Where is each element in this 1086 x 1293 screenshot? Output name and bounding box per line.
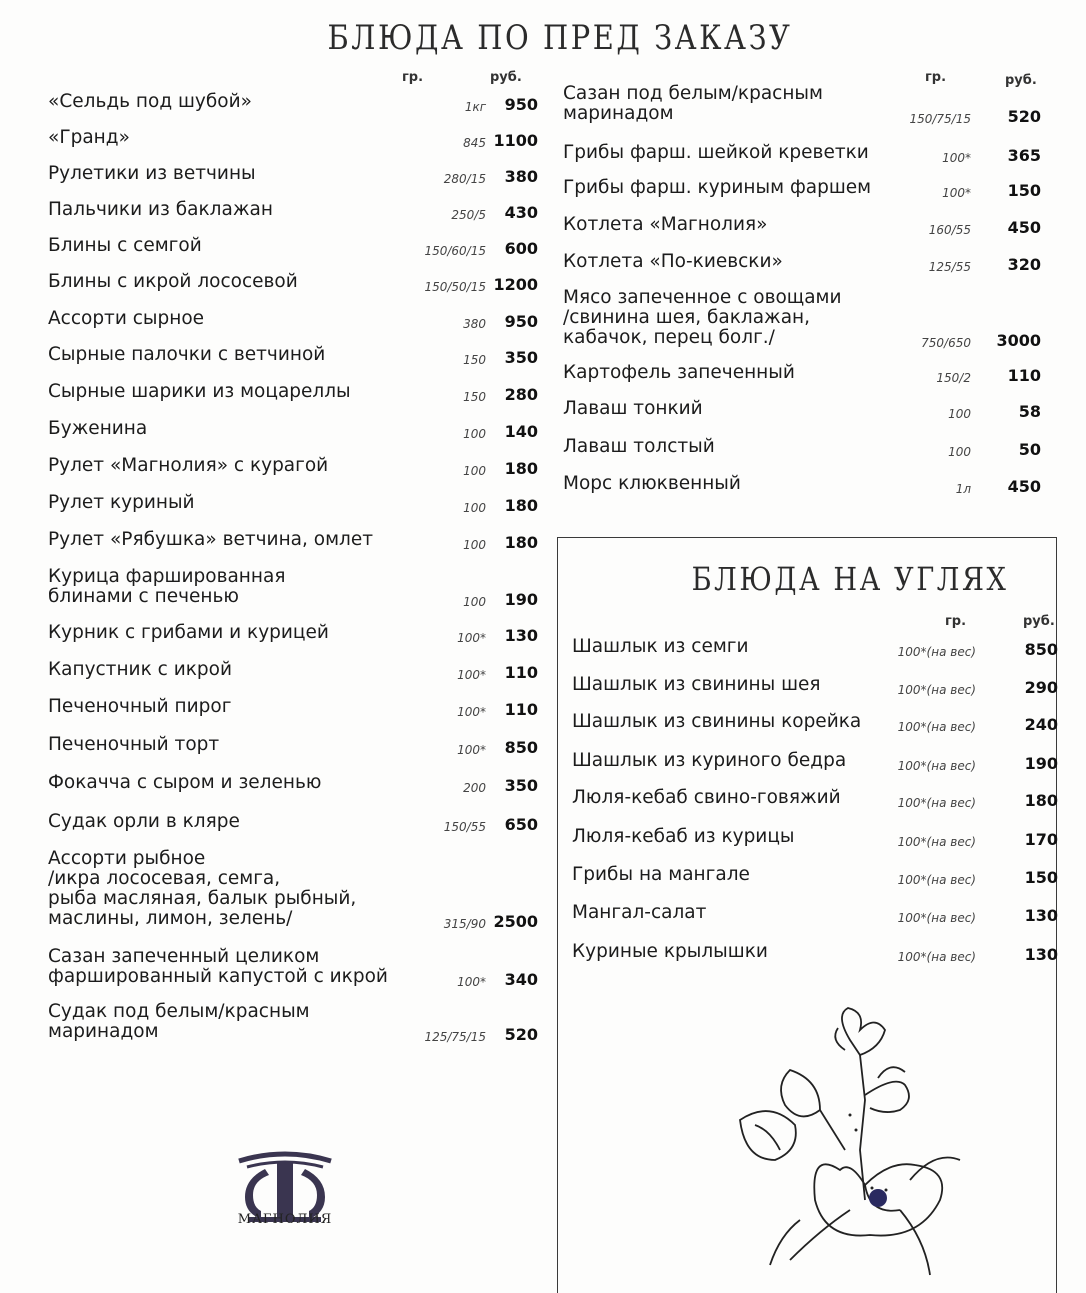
menu-item-name-line: Шашлык из семги: [572, 636, 749, 657]
menu-item-name-line: Лаваш толстый: [563, 436, 715, 457]
menu-item-name: [563, 437, 715, 457]
menu-item-weight: 100: [948, 445, 971, 459]
right-price-header: руб.: [1005, 73, 1037, 88]
menu-item-name-line: Судак под белым/красным: [48, 1001, 310, 1022]
menu-item-name-line: Рулет куриный: [48, 492, 195, 513]
menu-item-name-line: Котлета «Магнолия»: [563, 214, 768, 235]
menu-item-weight: 100*(на вес): [897, 645, 976, 659]
menu-item: [48, 417, 538, 441]
menu-item: [563, 361, 1041, 385]
menu-item-price: 190: [504, 590, 538, 609]
menu-item-price: 110: [504, 700, 538, 719]
menu-item-name: [572, 675, 821, 695]
menu-item-name: [48, 773, 321, 793]
menu-item-name: [48, 164, 256, 184]
menu-item-name-line: Люля-кебаб из курицы: [572, 826, 795, 847]
logo-text: МАГНОЛИЯ: [237, 1212, 333, 1227]
page-title: БЛЮДА ПО ПРЕД ЗАКАЗУ: [327, 18, 793, 58]
menu-item-price: 180: [504, 496, 538, 515]
menu-item-name: [48, 309, 204, 329]
menu-item: [48, 566, 538, 609]
menu-item-name-line: Котлета «По-киевски»: [563, 251, 783, 272]
menu-item-price: 180: [504, 533, 538, 552]
menu-item: [572, 940, 1058, 964]
menu-item-name: [48, 812, 240, 832]
menu-item-price: 280: [504, 385, 538, 404]
menu-item-name-line: Грибы на мангале: [572, 864, 750, 885]
menu-item-name-line: Куриные крылышки: [572, 941, 768, 962]
menu-item-name-line: Люля-кебаб свино-говяжий: [572, 787, 841, 808]
menu-item: [572, 786, 1058, 810]
menu-item: [563, 213, 1041, 237]
menu-item-weight: 100*(на вес): [897, 950, 976, 964]
menu-item: [563, 250, 1041, 274]
menu-item: [563, 397, 1041, 421]
menu-item: [48, 1001, 538, 1044]
menu-item-weight: 150: [463, 390, 486, 404]
menu-item-price: 3000: [996, 331, 1041, 350]
menu-item: [572, 635, 1058, 659]
menu-item-weight: 100*: [457, 743, 486, 757]
menu-item-weight: 100*(на вес): [897, 873, 976, 887]
menu-item-price: 350: [504, 348, 538, 367]
menu-item-name: [563, 363, 795, 383]
menu-item-name: [48, 128, 130, 148]
menu-item-price: 950: [504, 312, 538, 331]
menu-item-price: 110: [1007, 366, 1041, 385]
menu-item-weight: 150/2: [936, 371, 971, 385]
menu-item: [48, 234, 538, 258]
menu-item-price: 450: [1007, 477, 1041, 496]
menu-item-name: [48, 947, 388, 987]
menu-item-name-line: Грибы фарш. шейкой креветки: [563, 142, 869, 163]
menu-item-weight: 150/50/15: [424, 280, 486, 294]
menu-item-weight: 100*(на вес): [897, 759, 976, 773]
menu-item-weight: 150: [463, 353, 486, 367]
menu-item-name: [48, 697, 231, 717]
menu-item-weight: 125/55: [928, 260, 971, 274]
menu-item-name-line: Рулет «Рябушка» ветчина, омлет: [48, 529, 374, 550]
menu-item-price: 110: [504, 663, 538, 682]
menu-item-name-line: Печеночный торт: [48, 734, 220, 755]
menu-item-name-line: Курица фаршированная: [48, 566, 286, 587]
menu-item-price: 150: [1024, 868, 1058, 887]
menu-item-name: [572, 751, 846, 771]
menu-item-name-line: Лаваш тонкий: [563, 398, 703, 419]
menu-item: [48, 270, 538, 294]
menu-item-weight: 100*(на вес): [897, 720, 976, 734]
menu-item: [48, 528, 538, 552]
menu-item-name-line: фаршированный капустой с икрой: [48, 966, 388, 987]
menu-item-price: 1100: [493, 131, 538, 150]
menu-item-name-line: Судак орли в кляре: [48, 811, 240, 832]
menu-item-name-line: Картофель запеченный: [563, 362, 795, 383]
menu-item-weight: 100*(на вес): [897, 911, 976, 925]
coals-weight-header: гр.: [945, 614, 967, 629]
menu-item-name: [563, 143, 869, 163]
menu-item: [563, 83, 1041, 126]
menu-item-name-line: Шашлык из куриного бедра: [572, 750, 847, 771]
menu-item-name-line: Рулетики из ветчины: [48, 163, 256, 184]
menu-item-name: [48, 493, 195, 513]
menu-item: [48, 491, 538, 515]
menu-item-name-line: Мангал-салат: [572, 902, 707, 923]
menu-item-weight: 280/15: [443, 172, 486, 186]
right-weight-header: гр.: [925, 70, 947, 85]
menu-item-price: 130: [1024, 945, 1058, 964]
menu-item-price: 600: [504, 239, 538, 258]
menu-item-name: [563, 178, 871, 198]
menu-item-price: 130: [1024, 906, 1058, 925]
menu-item-name: [48, 735, 219, 755]
menu-item: [563, 176, 1041, 200]
menu-item-weight: 100: [463, 538, 486, 552]
menu-item-weight: 845: [463, 136, 486, 150]
menu-item-weight: 1кг: [464, 100, 486, 114]
menu-item-price: 520: [504, 1025, 538, 1044]
menu-item-name-line: Буженина: [48, 418, 148, 439]
menu-item-name-line: Шашлык из свинины шея: [572, 674, 821, 695]
menu-item-name-line: Фокачча с сыром и зеленью: [48, 772, 322, 793]
menu-item-weight: 200: [463, 781, 486, 795]
menu-item-name-line: Морс клюквенный: [563, 473, 741, 494]
menu-item-weight: 100: [948, 407, 971, 421]
menu-item-weight: 100*: [457, 975, 486, 989]
menu-item-name: [48, 272, 298, 292]
menu-item-name-line: Курник с грибами и курицей: [48, 622, 329, 643]
menu-item-price: 170: [1024, 830, 1058, 849]
menu-item-name: [563, 474, 741, 494]
menu-item-price: 450: [1007, 218, 1041, 237]
menu-item-price: 365: [1007, 146, 1041, 165]
menu-item: [48, 380, 538, 404]
menu-item-name: [563, 399, 703, 419]
menu-item-name: [572, 942, 768, 962]
menu-item-name: [48, 567, 285, 607]
menu-item-price: 190: [1024, 754, 1058, 773]
menu-item-weight: 380: [463, 317, 486, 331]
menu-item-name: [572, 865, 750, 885]
menu-item-name-line: «Гранд»: [48, 127, 130, 148]
menu-item-weight: 100: [463, 464, 486, 478]
menu-item-price: 520: [1007, 107, 1041, 126]
menu-item-name-line: Блины с икрой лососевой: [48, 271, 298, 292]
menu-item-weight: 100: [463, 595, 486, 609]
menu-item-price: 1200: [493, 275, 538, 294]
menu-item-name-line: маринадом: [48, 1021, 159, 1042]
menu-item: [572, 710, 1058, 734]
menu-item-weight: 250/5: [451, 208, 486, 222]
menu-item: [48, 810, 538, 834]
menu-item-name-line: Ассорти сырное: [48, 308, 205, 329]
menu-item-price: 850: [504, 738, 538, 757]
menu-item: [572, 863, 1058, 887]
menu-item-name-line: Сырные шарики из моцареллы: [48, 381, 351, 402]
menu-item-price: 2500: [493, 912, 538, 931]
menu-item-weight: 100: [463, 427, 486, 441]
menu-item-name: [48, 382, 351, 402]
menu-item-weight: 100*: [457, 631, 486, 645]
menu-item-name-line: маринадом: [563, 103, 674, 124]
menu-item-name: [563, 84, 823, 124]
menu-item-weight: 100*: [942, 151, 971, 165]
menu-item: [572, 673, 1058, 697]
menu-item: [48, 658, 538, 682]
menu-item-price: 850: [1024, 640, 1058, 659]
menu-item-name: [563, 252, 783, 272]
menu-item-price: 50: [1018, 440, 1041, 459]
menu-item-price: 380: [504, 167, 538, 186]
menu-item-name: [48, 530, 373, 550]
menu-item-name: [48, 456, 328, 476]
menu-item-price: 950: [504, 95, 538, 114]
menu-item-name-line: Печеночный пирог: [48, 696, 232, 717]
menu-item-name: [48, 236, 202, 256]
menu-item-name: [572, 788, 841, 808]
menu-item: [48, 162, 538, 186]
menu-item: [48, 946, 538, 989]
menu-item: [563, 472, 1041, 496]
menu-item-weight: 100: [463, 501, 486, 515]
menu-item-name: [48, 849, 356, 929]
menu-item: [48, 343, 538, 367]
menu-item-price: 350: [504, 776, 538, 795]
menu-item-weight: 150/55: [443, 820, 486, 834]
menu-item-price: 58: [1018, 402, 1041, 421]
menu-item-price: 130: [504, 626, 538, 645]
menu-item-name: [48, 200, 273, 220]
menu-item-name-line: блинами с печенью: [48, 586, 239, 607]
menu-item-name: [48, 92, 252, 112]
menu-item-price: 430: [504, 203, 538, 222]
menu-item-weight: 100*(на вес): [897, 796, 976, 810]
menu-item: [572, 825, 1058, 849]
menu-item-price: 320: [1007, 255, 1041, 274]
menu-item-name-line: Сазан под белым/красным: [563, 83, 823, 104]
menu-item-name-line: /икра лососевая, семга,: [48, 868, 281, 889]
menu-item-name-line: /свинина шея, баклажан,: [563, 307, 811, 328]
menu-item-name-line: Блины с семгой: [48, 235, 202, 256]
menu-item-price: 290: [1024, 678, 1058, 697]
menu-item-weight: 100*: [457, 668, 486, 682]
menu-item-price: 180: [1024, 791, 1058, 810]
menu-item: [572, 749, 1058, 773]
menu-item: [48, 695, 538, 719]
menu-item-name-line: Ассорти рыбное: [48, 848, 206, 869]
menu-item-name: [563, 215, 767, 235]
menu-item-name-line: Капустник с икрой: [48, 659, 232, 680]
menu-item-price: 150: [1007, 181, 1041, 200]
menu-item-weight: 160/55: [928, 223, 971, 237]
menu-item-weight: 750/650: [921, 336, 971, 350]
menu-item-name: [48, 623, 329, 643]
menu-item: [572, 901, 1058, 925]
menu-item-weight: 100*(на вес): [897, 683, 976, 697]
menu-item-name: [48, 419, 147, 439]
menu-item-name-line: Мясо запеченное с овощами: [563, 287, 842, 308]
menu-item-name-line: маслины, лимон, зелень/: [48, 908, 293, 929]
menu-item-price: 340: [504, 970, 538, 989]
menu-item: [48, 771, 538, 795]
menu-item-name: [48, 345, 325, 365]
menu-item-weight: 1л: [955, 482, 971, 496]
menu-item: [48, 126, 538, 150]
menu-item-name-line: «Сельдь под шубой»: [48, 91, 252, 112]
coals-section-title: БЛЮДА НА УГЛЯХ: [691, 560, 1009, 598]
menu-item-name: [572, 637, 749, 657]
menu-item: [48, 621, 538, 645]
menu-item-weight: 150/60/15: [424, 244, 486, 258]
menu-item-price: 140: [504, 422, 538, 441]
menu-item-name: [572, 712, 861, 732]
menu-item-price: 650: [504, 815, 538, 834]
menu-item-name: [48, 660, 232, 680]
menu-item: [48, 454, 538, 478]
menu-item-name-line: рыба масляная, балык рыбный,: [48, 888, 357, 909]
menu-item: [48, 307, 538, 331]
coals-price-header: руб.: [1023, 614, 1055, 629]
menu-item: [48, 198, 538, 222]
menu-item-name: [572, 827, 795, 847]
magnolia-flower-icon: [700, 1000, 1000, 1280]
menu-item: [563, 435, 1041, 459]
menu-item-name-line: Сазан запеченный целиком: [48, 946, 320, 967]
menu-item: [48, 848, 538, 931]
menu-item-weight: 100*: [942, 186, 971, 200]
menu-item: [48, 90, 538, 114]
menu-item-price: 180: [504, 459, 538, 478]
menu-item-name: [48, 1002, 310, 1042]
menu-item-name-line: Рулет «Магнолия» с курагой: [48, 455, 329, 476]
menu-item-weight: 100*: [457, 705, 486, 719]
menu-item-name: [572, 903, 706, 923]
left-weight-header: гр.: [402, 70, 424, 85]
menu-item-weight: 150/75/15: [909, 112, 971, 126]
menu-item: [48, 733, 538, 757]
menu-item-name-line: Сырные палочки с ветчиной: [48, 344, 326, 365]
menu-item-weight: 315/90: [443, 917, 486, 931]
menu-item-name: [563, 288, 842, 348]
menu-item: [563, 141, 1041, 165]
menu-item-name-line: кабачок, перец болг./: [563, 327, 775, 348]
menu-item-name-line: Шашлык из свинины корейка: [572, 711, 862, 732]
menu-item-name-line: Грибы фарш. куриным фаршем: [563, 177, 872, 198]
menu-item: [563, 287, 1041, 350]
menu-item-weight: 100*(на вес): [897, 835, 976, 849]
left-price-header: руб.: [490, 70, 522, 85]
menu-item-name-line: Пальчики из баклажан: [48, 199, 273, 220]
menu-item-weight: 125/75/15: [424, 1030, 486, 1044]
menu-item-price: 240: [1024, 715, 1058, 734]
